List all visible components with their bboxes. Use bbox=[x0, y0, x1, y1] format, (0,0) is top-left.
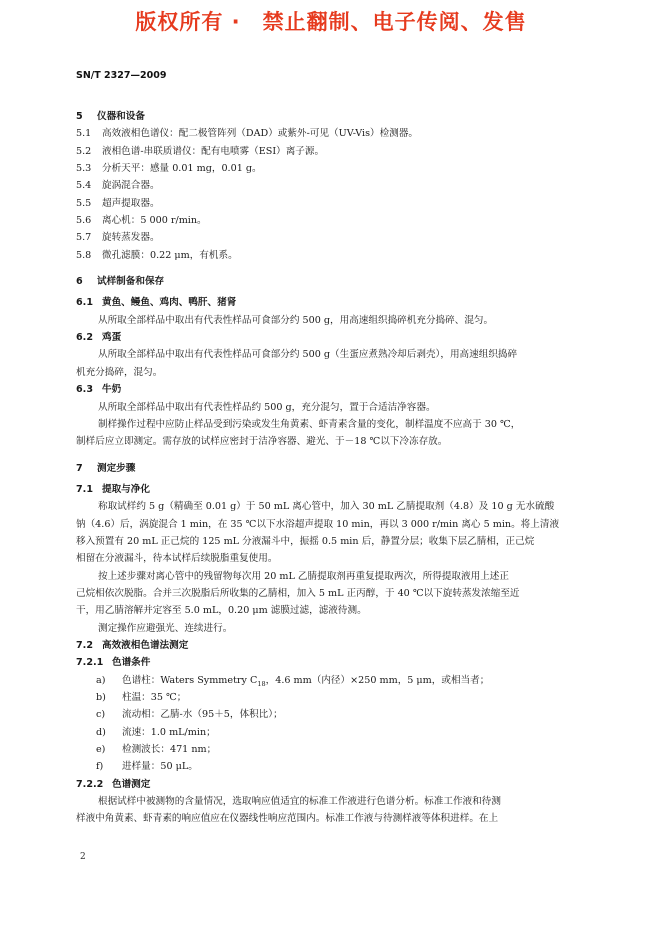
paragraph-line: 制样操作过程中应防止样品受到污染或发生角黄素、虾青素含量的变化，制样温度不应高于 30 ℃， bbox=[98, 418, 521, 430]
list-item: c) 流动相：乙腈-水（95＋5，体积比）； bbox=[96, 709, 283, 721]
section-6-heading: 6 试样制备和保存 bbox=[76, 276, 165, 288]
list-item: 5.5 超声提取器。 bbox=[76, 197, 160, 209]
paragraph-line: 从所取全部样品中取出有代表性样品约 500 g，充分混匀，置于合适洁净容器。 bbox=[98, 401, 436, 413]
list-item: 5.3 分析天平：感量 0.01 mg，0.01 g。 bbox=[76, 163, 262, 175]
section-7-2-2-heading: 7.2.2 色谱测定 bbox=[76, 778, 151, 790]
section-7-heading: 7 测定步骤 bbox=[76, 462, 136, 474]
list-item: 5.4 旋涡混合器。 bbox=[76, 180, 160, 192]
document-body bbox=[76, 108, 586, 828]
paragraph-line: 根据试样中被测物的含量情况，选取响应值适宜的标准工作液进行色谱分析。标准工作液和待测 bbox=[98, 796, 501, 808]
section-7-2-1-heading: 7.2.1 色谱条件 bbox=[76, 657, 151, 669]
section-7-1-heading: 7.1 提取与净化 bbox=[76, 483, 150, 495]
list-item: 5.8 微孔滤膜：0.22 μm，有机系。 bbox=[76, 249, 238, 261]
list-item: 5.2 液相色谱-串联质谱仪：配有电喷雾（ESI）离子源。 bbox=[76, 145, 325, 157]
paragraph-line: 样液中角黄素、虾青素的响应值应在仪器线性响应范围内。标准工作液与待测样液等体积进样。在上 bbox=[76, 813, 499, 825]
paragraph-line: 从所取全部样品中取出有代表性样品可食部分约 500 g，用高速组织捣碎机充分捣碎、混匀。 bbox=[98, 314, 494, 326]
copyright-watermark: 版权所有 · 禁止翻制、电子传阅、发售 bbox=[135, 10, 527, 34]
list-item: d) 流速：1.0 mL/min； bbox=[96, 726, 216, 738]
list-item: 5.1 高效液相色谱仪：配二极管阵列（DAD）或紫外-可见（UV-Vis）检测器。 bbox=[76, 128, 419, 140]
paragraph-line: 移入预置有 20 mL 正己烷的 125 mL 分液漏斗中，振摇 0.5 min 后，静置分层；收集下层乙腈相，正己烷 bbox=[76, 535, 535, 547]
section-6-3-heading: 6.3 牛奶 bbox=[76, 384, 122, 396]
paragraph-line: 己烷相依次脱脂。合并三次脱脂后所收集的乙腈相，加入 5 mL 正丙醇，于 40 ℃以下旋转蒸发浓缩至近 bbox=[76, 587, 520, 599]
paragraph-line: 按上述步骤对离心管中的残留物每次用 20 mL 乙腈提取剂再重复提取两次，所得提取液用上述正 bbox=[98, 570, 509, 582]
list-item: 5.6 离心机：5 000 r/min。 bbox=[76, 215, 207, 227]
paragraph-line: 称取试样约 5 g（精确至 0.01 g）于 50 mL 离心管中，加入 30 mL 乙腈提取剂（4.8）及 10 g 无水硫酸 bbox=[98, 501, 555, 513]
paragraph-line: 从所取全部样品中取出有代表性样品可食部分约 500 g（生蛋应煮熟冷却后剥壳），用高速组织捣碎 bbox=[98, 349, 518, 361]
list-item: f) 进样量：50 μL。 bbox=[96, 761, 198, 773]
paragraph-line: 钠（4.6）后，涡旋混合 1 min，在 35 ℃以下水浴超声提取 10 min，再以 3 000 r/min 离心 5 min。将上清液 bbox=[76, 518, 560, 530]
page-number: 2 bbox=[80, 852, 86, 862]
list-item: a) 色谱柱：Waters Symmetry $C_{18}$，4.6 mm（内径）×250 mm，5 μm，或相当者； bbox=[96, 674, 490, 688]
section-6-1-heading: 6.1 黄鱼、鳗鱼、鸡肉、鸭肝、猪肾 bbox=[76, 297, 237, 309]
document-number: SN/T 2327—2009 bbox=[76, 70, 167, 81]
paragraph-line: 制样后应立即测定。需存放的试样应密封于洁净容器、避光、于－18 ℃以下冷冻存放。 bbox=[76, 436, 448, 448]
section-6-2-heading: 6.2 鸡蛋 bbox=[76, 332, 122, 344]
paragraph-line: 相留在分液漏斗，待本试样后续脱脂重复使用。 bbox=[76, 553, 278, 565]
list-item: 5.7 旋转蒸发器。 bbox=[76, 232, 160, 244]
paragraph-line: 测定操作应避强光、连续进行。 bbox=[98, 622, 233, 634]
paragraph-line: 干，用乙腈溶解并定容至 5.0 mL，0.20 μm 滤膜过滤，滤液待测。 bbox=[76, 605, 367, 617]
paragraph-line: 机充分捣碎，混匀。 bbox=[76, 366, 163, 378]
section-7-2-heading: 7.2 高效液相色谱法测定 bbox=[76, 639, 189, 651]
list-item: e) 检测波长：471 nm； bbox=[96, 744, 217, 756]
section-5-heading: 5 仪器和设备 bbox=[76, 111, 145, 122]
list-item: b) 柱温：35 ℃； bbox=[96, 692, 187, 703]
